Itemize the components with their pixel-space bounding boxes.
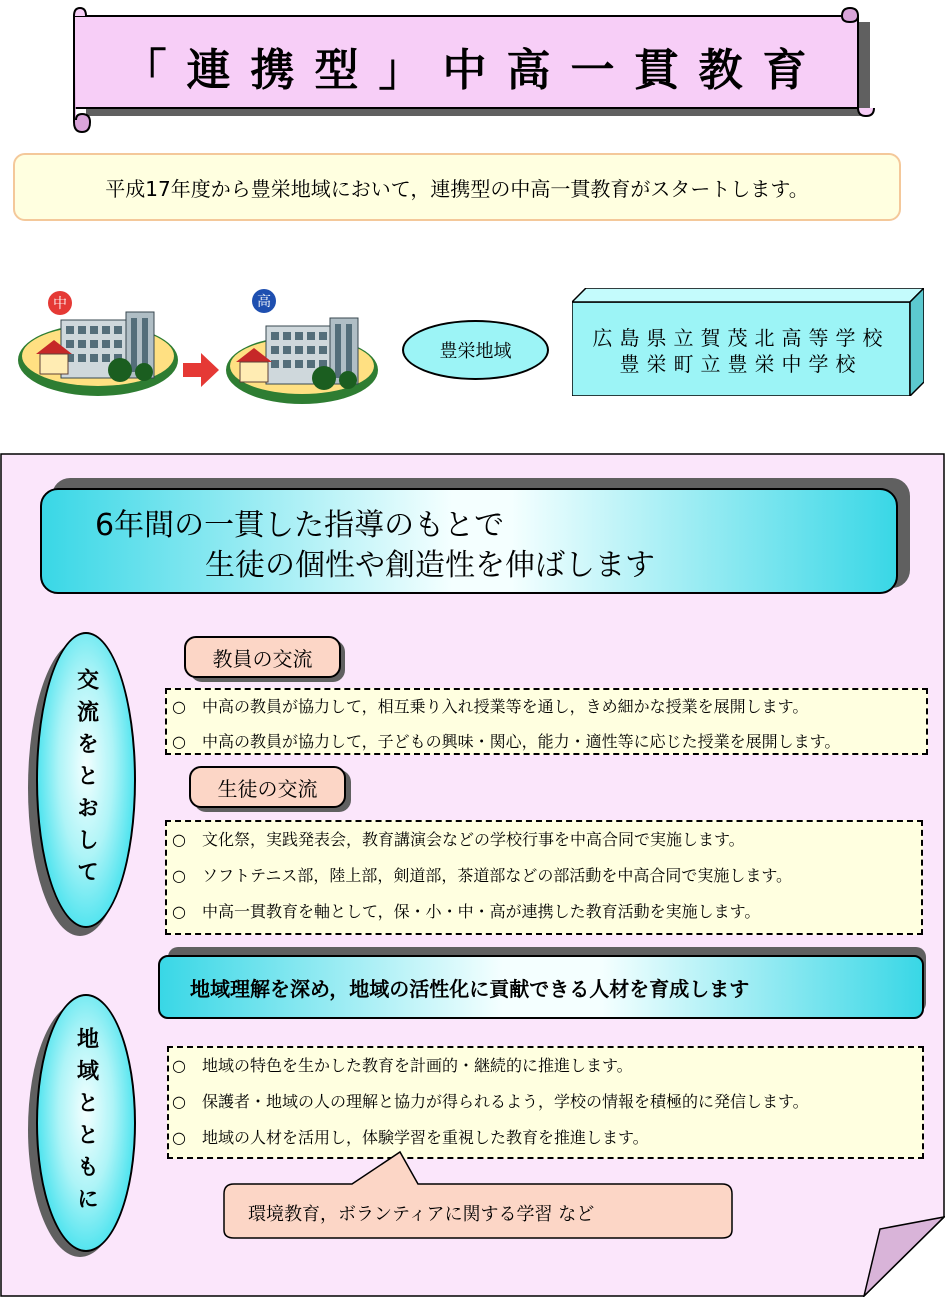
students-item-2: ○ ソフトテニス部，陸上部，剣道部，茶道部などの部活動を中高合同で実施します。 bbox=[172, 866, 793, 885]
svg-text:中: 中 bbox=[53, 296, 67, 312]
community-item-2: ○ 保護者・地域の人の理解と協力が得られるよう，学校の情報を積極的に発信します。 bbox=[172, 1092, 809, 1111]
community-item-3: ○ 地域の人材を活用し，体験学習を重視した教育を推進します。 bbox=[172, 1128, 649, 1147]
page-title: 「連携型」中高一貫教育 bbox=[122, 45, 827, 96]
junior-high-school-illustration bbox=[16, 282, 181, 400]
high-school-badge-icon bbox=[251, 288, 277, 314]
intro-text: 平成17年度から豊栄地域において，連携型の中高一貫教育がスタートします。 bbox=[13, 153, 901, 221]
region-label: 豊栄地域 bbox=[402, 320, 549, 380]
teachers-item-2: ○ 中高の教員が協力して，子どもの興味・関心，能力・適性等に応じた授業を展開します。 bbox=[172, 732, 841, 751]
callout-bubble bbox=[222, 1150, 742, 1240]
teachers-item-1: ○ 中高の教員が協力して，相互乗り入れ授業等を通し，きめ細かな授業を展開します。 bbox=[172, 697, 809, 716]
junior-high-badge-icon bbox=[47, 290, 73, 316]
main-banner-line-2: 生徒の個性や創造性を伸ばします bbox=[205, 548, 655, 583]
community-item-1: ○ 地域の特色を生かした教育を計画的・継続的に推進します。 bbox=[172, 1056, 633, 1075]
main-banner-line-1: 6年間の一貫した指導のもとで bbox=[95, 508, 505, 543]
school-name-high: 広島県立賀茂北高等学校 bbox=[592, 326, 890, 350]
svg-text:高: 高 bbox=[257, 294, 271, 310]
arrow-right-icon bbox=[183, 353, 219, 387]
students-exchange-label: 生徒の交流 bbox=[189, 766, 346, 808]
students-item-3: ○ 中高一貫教育を軸として，保・小・中・高が連携した教育活動を実施します。 bbox=[172, 902, 761, 921]
school-name-junior: 豊栄町立豊栄中学校 bbox=[619, 352, 863, 376]
students-item-1: ○ 文化祭，実践発表会，教育講演会などの学校行事を中高合同で実施します。 bbox=[172, 830, 745, 849]
community-banner: 地域理解を深め，地域の活性化に貢献できる人材を育成します bbox=[158, 955, 924, 1019]
callout-text: 環境教育，ボランティアに関する学習 など bbox=[248, 1204, 595, 1225]
exchange-side-label: 交流をとおして bbox=[36, 632, 136, 928]
high-school-illustration bbox=[222, 286, 382, 416]
teachers-exchange-label: 教員の交流 bbox=[184, 636, 341, 678]
community-side-label: 地域とともに bbox=[36, 994, 136, 1252]
